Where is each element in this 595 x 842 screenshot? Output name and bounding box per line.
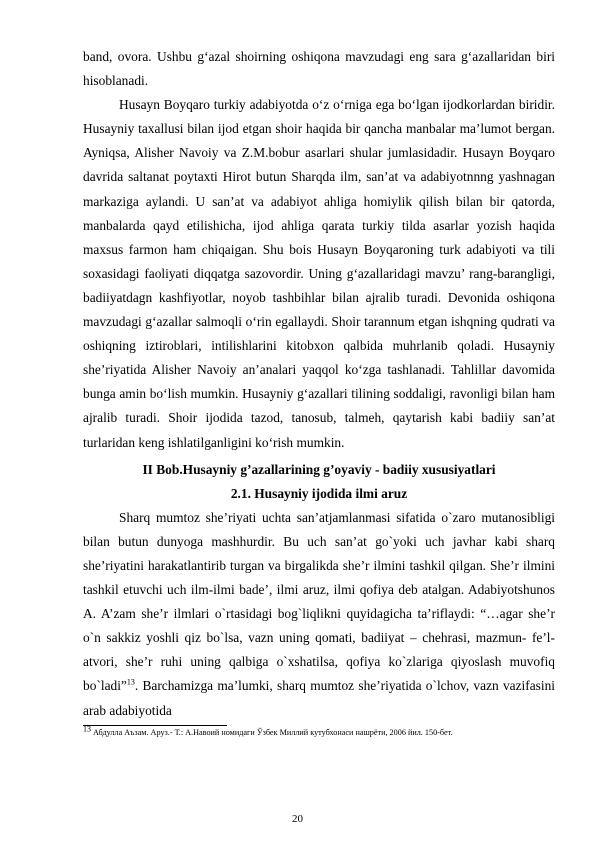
footnote-text: Абдулла Аъзам. Аруз.- Т.: А.Навоий номидаги Ўзбек Миллий кутубхонаси нашрёти, 2006 йил. 150-бет.	[91, 727, 453, 737]
chapter-heading: II Bob.Husayniy g’azallarining g’oyaviy - badiiy xususiyatlari	[142, 461, 496, 477]
paragraph-continuation: band, ovora. Ushbu g‘azal shoirning oshiqona mavzudagi eng sara g‘azallaridan biri hisoblanadi.	[83, 49, 555, 89]
footnote	[83, 723, 555, 739]
paragraph-husayn-boyqaro: Husayn Boyqaro turkiy adabiyotda o‘z o‘rniga ega bo‘lgan ijodkorlardan biridir. Husayniy taxallusi bilan ijod etgan shoir haqida bir qancha manbalar ma’lumot bergan. Ayniqsa, Alisher Navoiy va Z.M.bobur asarlari shular jumlasidadir. Husayn Boyqaro davrida saltanat poytaxti Hirot butun Sharqda ilm, san’at va adabiyotnnng yashnagan markaziga aylandi. U san’at va adabiyot ahliga homiylik qilish bilan bir qatorda, manbalarda qayd etilishicha, ijod ahliga qarata turkiy tilda asarlar yozish haqida maxsus farmon ham chiqaigan. Shu bois Husayn Boyqaroning turk adabiyoti va tili soxasidagi faoliyati diqqatga sazovordir. Uning g‘azallaridagi mavzu’ rang-barangligi, badiiyatdagn kashfiyotlar, noyob tashbihlar bilan ajralib turadi. Devonida oshiqona mavzudagi g‘azallar salmoqli o‘rin egallaydi. Shoir tarannum etgan ishqning qudrati va oshiqning iztiroblari, intilishlarini kitobxon qalbida muhrlanib qoladi. Husayniy she’riyatida Alisher Navoiy an’analari yaqqol ko‘zga tashlanadi. Tahlillar davomida bunga amin bo‘lish mumkin. Husayniy g‘azallari tilining soddaligi, ravonligi bilan ham ajralib turadi. Shoir ijodida tazod, tanosub, talmeh, qaytarish kabi badiiy san’at turlaridan keng ishlatilganligini ko‘rish mumkin.	[83, 97, 555, 450]
footnote-number: 13	[83, 723, 91, 733]
paragraph-ilmi-aruz	[83, 506, 555, 723]
paragraph-ilmi-aruz-end: . Barchamizga ma’lumki, sharq mumtoz she’riyatida o`lchov, vazn vazifasini arab adabiyotida	[83, 678, 555, 718]
paragraph-ilmi-aruz-text: Sharq mumtoz she’riyati uchta san’atjamlanmasi sifatida o`zaro mutanosibligi bilan butun dunyoga mashhurdir. Bu uch san’at go`yoki uch javhar kabi sharq she’riyatini harakatlantirib turgan va birgalikda she’r ilmini tashkil qilgan. She’r ilmini tashkil etuvchi uch ilm-ilmi bade’, ilmi aruz, ilmi qofiya deb atalgan. Adabiyotshunos A. A’zam she’r ilmlari o`rtasidagi bog`liqlikni quyidagicha ta’riflaydi: “…agar she’r o`n sakkiz yoshli qiz bo`lsa, vazn uning qomati, badiiyat – chehrasi, mazmun- fe’l-atvori, she’r ruhi uning qalbiga o`xshatilsa, qofiya ko`zlariga qiyoslash muvofiq bo`ladi”	[83, 509, 555, 694]
footnote-reference: 13	[126, 677, 135, 687]
document-page	[83, 45, 555, 739]
page-number: 20	[292, 813, 303, 825]
section-heading: 2.1. Husayniy ijodida ilmi aruz	[230, 485, 408, 501]
footnote-separator	[83, 725, 227, 726]
